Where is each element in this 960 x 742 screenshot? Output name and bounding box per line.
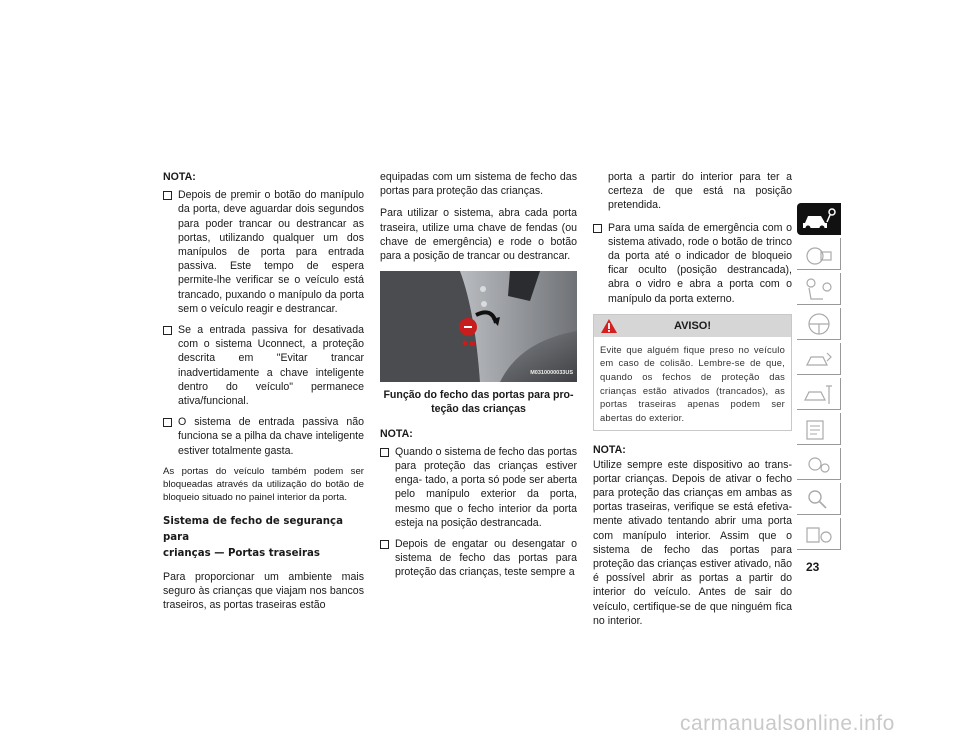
note-heading: NOTA:: [380, 427, 413, 440]
tab-maintenance[interactable]: [797, 413, 841, 445]
tab-driving[interactable]: [797, 308, 841, 340]
tools-icon: [797, 413, 841, 445]
list-item: Depois de engatar ou desengatar o sistema de fecho das portas para proteção das crianças, teste sempre a: [380, 537, 577, 580]
list-item: Quando o sistema de fecho das portas para proteção das crianças estiver enga- tado, a porta só pode ser aberta pelo manípulo exterior da porta, mesmo que o fecho interior da porta esteja na posição destrancada.: [380, 445, 577, 530]
list-item: Depois de premir o botão do manípulo da porta, deve aguardar dois segundos para poder trancar ou destrancar as portas, utilizando qualquer um dos manípulos de porta para entrada passiva. Este tempo de espera permite-lhe verificar se o veículo está trancado, puxando o manípulo da porta sem o veículo reagir e destrancar.: [163, 188, 364, 316]
car-key-icon: [797, 203, 841, 235]
warning-header: [594, 315, 791, 337]
tab-specifications[interactable]: [797, 448, 841, 480]
checkbox-bullet-icon: [593, 224, 602, 233]
note-list: [380, 445, 577, 580]
index-icon: [797, 518, 841, 550]
tab-index[interactable]: [797, 518, 841, 550]
tab-dashboard[interactable]: [797, 238, 841, 270]
page-number: 23: [806, 560, 820, 574]
warning-title: AVISO!: [673, 319, 712, 332]
spec-icon: [797, 448, 841, 480]
image-code: M0310000033US: [530, 370, 573, 377]
warning-triangle-icon: [600, 318, 618, 334]
checkbox-bullet-icon: [163, 326, 172, 335]
bullet-continuation: porta a partir do interior para ter a certeza de que está na posição pretendida.: [608, 171, 792, 212]
tab-safety[interactable]: [797, 273, 841, 305]
section-tabs: [797, 203, 841, 553]
checkbox-bullet-icon: [380, 448, 389, 457]
tab-service[interactable]: [797, 378, 841, 410]
tab-getting-to-know[interactable]: [797, 203, 841, 235]
note-list: [593, 221, 792, 306]
list-item: O sistema de entrada passiva não funciona se a pilha da chave inteligente estiver totalmente gasta.: [163, 415, 364, 458]
warning-box: [593, 314, 792, 432]
checkbox-bullet-icon: [163, 418, 172, 427]
column-2: [380, 170, 577, 587]
steering-icon: [797, 308, 841, 340]
list-item: Para uma saída de emergência com o sistema ativado, rode o botão de trinco da porta até o indicador de bloqueio ficar oculto (posição destrancada), abra o vidro e abra a porta com o manípulo da porta externo.: [593, 221, 792, 306]
tab-search[interactable]: [797, 483, 841, 515]
column-3: [593, 170, 792, 636]
checkbox-bullet-icon: [163, 191, 172, 200]
body-paragraph: Para utilizar o sistema, abra cada porta traseira, utilize uma chave de fendas (ou chave de emergência) e rode o botão para a posição de trancar ou destrancar.: [380, 207, 577, 263]
body-paragraph: equipadas com um sistema de fecho das portas para proteção das crianças.: [380, 171, 577, 198]
service-icon: [797, 378, 841, 410]
note-heading: NOTA:: [163, 171, 196, 183]
note-heading: NOTA:: [593, 444, 626, 457]
checkbox-bullet-icon: [380, 540, 389, 549]
note-list: [163, 188, 364, 458]
warning-text: Evite que alguém fique preso no veículo em caso de colisão. Lembre-se de que, quando os fechos de proteção das crianças estão ativados (trancados), as portas traseiras apenas podem ser abertas do exterior.: [600, 343, 785, 423]
column-1: [163, 170, 364, 620]
dashboard-icon: [797, 238, 841, 270]
child-lock-photo: [380, 271, 577, 382]
list-item: Se a entrada passiva for desativada com o sistema Uconnect, a proteção descrita em "Evitar trancar inadvertidamente a chave inteligente dentro do veículo" permanece ativa/funcional.: [163, 323, 364, 408]
seat-icon: [797, 273, 841, 305]
image-caption: Função do fecho das portas para pro- teção das crianças: [383, 389, 574, 416]
note-text: Utilize sempre este dispositivo ao trans- portar crianças. Depois de ativar o fecho para proteção das crianças em ambas as portas traseiras, verifique se está efetiva- mente ativado tentando abrir uma porta com manípulo interior. Assim que o sistema de fecho das portas para proteção das crianças estiver ativado, não é possível abrir as portas a partir do interior do veículo. Antes de sair do veículo, certifique-se de que ninguém fica no interior.: [593, 458, 792, 627]
lock-button-paragraph: As portas do veículo também podem ser bloqueadas através da utilização do botão de bloqueio situado no painel interior da porta.: [163, 465, 364, 503]
watermark: carmanualsonline.info: [680, 712, 895, 735]
section-title: Sistema de fecho de segurança para crianças — Portas traseiras: [163, 515, 343, 559]
body-paragraph: Para proporcionar um ambiente mais seguro às crianças que viajam nos bancos traseiros, as portas traseiras estão: [163, 570, 364, 612]
tab-emergency[interactable]: [797, 343, 841, 375]
crash-icon: [797, 343, 841, 375]
search-icon: [797, 483, 841, 515]
